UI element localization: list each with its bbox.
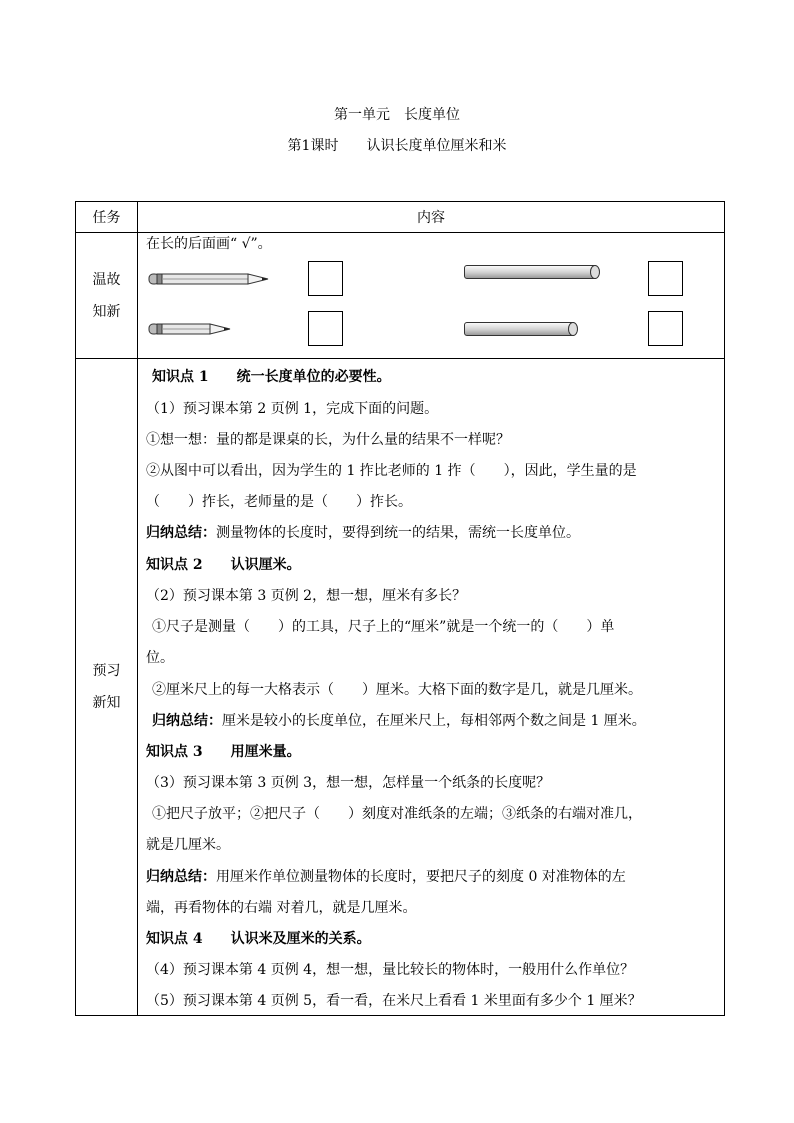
pencil-long-icon [148, 272, 273, 286]
question-2-a: ①尺子是测量（ ）的工具，尺子上的“厘米”就是一个统一的（ ）单 [152, 619, 615, 635]
summary-3 [146, 866, 626, 886]
header-task: 任务 [76, 202, 138, 233]
preview-table [75, 201, 725, 1016]
preview-label-line1: 预习 [92, 663, 121, 679]
preview-content [138, 359, 725, 1016]
answer-box-rod-short[interactable] [648, 311, 683, 346]
header-content: 内容 [138, 202, 725, 233]
question-1-b-cont: （ ）拃长，老师量的是（ ）拃长。 [146, 494, 412, 510]
summary-3-cont: 端，再看物体的右端 对着几，就是几厘米。 [146, 900, 417, 916]
knowledge-point-1: 知识点 1 统一长度单位的必要性。 [152, 369, 391, 385]
question-4: （4）预习课本第 4 页例 4，想一想，量比较长的物体时，一般用什么作单位？ [146, 962, 635, 978]
answer-box-pencil-long[interactable] [308, 261, 343, 296]
summary-1 [146, 522, 580, 542]
summary-label: 归纳总结： [146, 869, 216, 885]
table-header-row [76, 202, 725, 233]
preview-label [76, 359, 138, 1016]
review-instruction: 在长的后面画“ √”。 [146, 236, 272, 252]
review-row [76, 233, 725, 359]
summary-label: 归纳总结： [146, 525, 216, 541]
preview-row [76, 359, 725, 1016]
knowledge-point-2: 知识点 2 认识厘米。 [146, 557, 301, 573]
question-2: （2）预习课本第 3 页例 2，想一想，厘米有多长？ [146, 588, 467, 604]
question-1-a: ①想一想：量的都是课桌的长，为什么量的结果不一样呢？ [146, 432, 510, 448]
question-3: （3）预习课本第 3 页例 3，想一想，怎样量一个纸条的长度呢？ [146, 775, 551, 791]
answer-box-pencil-short[interactable] [308, 311, 343, 346]
review-content [138, 233, 725, 359]
question-3-a: ①把尺子放平；②把尺子（ ）刻度对准纸条的左端；③纸条的右端对准几， [152, 806, 642, 822]
question-5: （5）预习课本第 4 页例 5，看一看，在米尺上看看 1 米里面有多少个 1 厘米？ [146, 993, 642, 1009]
preview-label-line2: 新知 [92, 695, 121, 711]
question-3-a-cont: 就是几厘米。 [146, 837, 230, 853]
review-label-line2: 知新 [92, 303, 121, 320]
unit-title: 第一单元 长度单位 [334, 107, 460, 123]
summary-3-text: 用厘米作单位测量物体的长度时，要把尺子的刻度 0 对准物体的左 [216, 869, 626, 885]
answer-box-rod-long[interactable] [648, 261, 683, 296]
question-1: （1）预习课本第 2 页例 1，完成下面的问题。 [146, 401, 439, 417]
summary-1-text: 测量物体的长度时，要得到统一的结果，需统一长度单位。 [216, 525, 580, 541]
question-2-a-cont: 位。 [146, 650, 174, 666]
knowledge-point-4: 知识点 4 认识米及厘米的关系。 [146, 931, 371, 947]
pencil-short-icon [148, 322, 233, 336]
review-label-line1: 温故 [92, 271, 121, 288]
question-1-b: ②从图中可以看出，因为学生的 1 拃比老师的 1 拃（ ），因此，学生量的是 [146, 463, 637, 479]
question-2-b: ②厘米尺上的每一大格表示（ ）厘米。大格下面的数字是几，就是几厘米。 [152, 682, 642, 698]
summary-2-text: 厘米是较小的长度单位，在厘米尺上，每相邻两个数之间是 1 厘米。 [222, 713, 646, 729]
rod-long-icon [464, 265, 598, 279]
knowledge-point-3: 知识点 3 用厘米量。 [146, 744, 301, 760]
summary-label: 归纳总结： [152, 713, 222, 729]
summary-2 [152, 710, 646, 730]
lesson-title: 第1课时 认识长度单位厘米和米 [287, 138, 507, 154]
rod-short-icon [464, 322, 576, 336]
review-label [76, 233, 138, 359]
